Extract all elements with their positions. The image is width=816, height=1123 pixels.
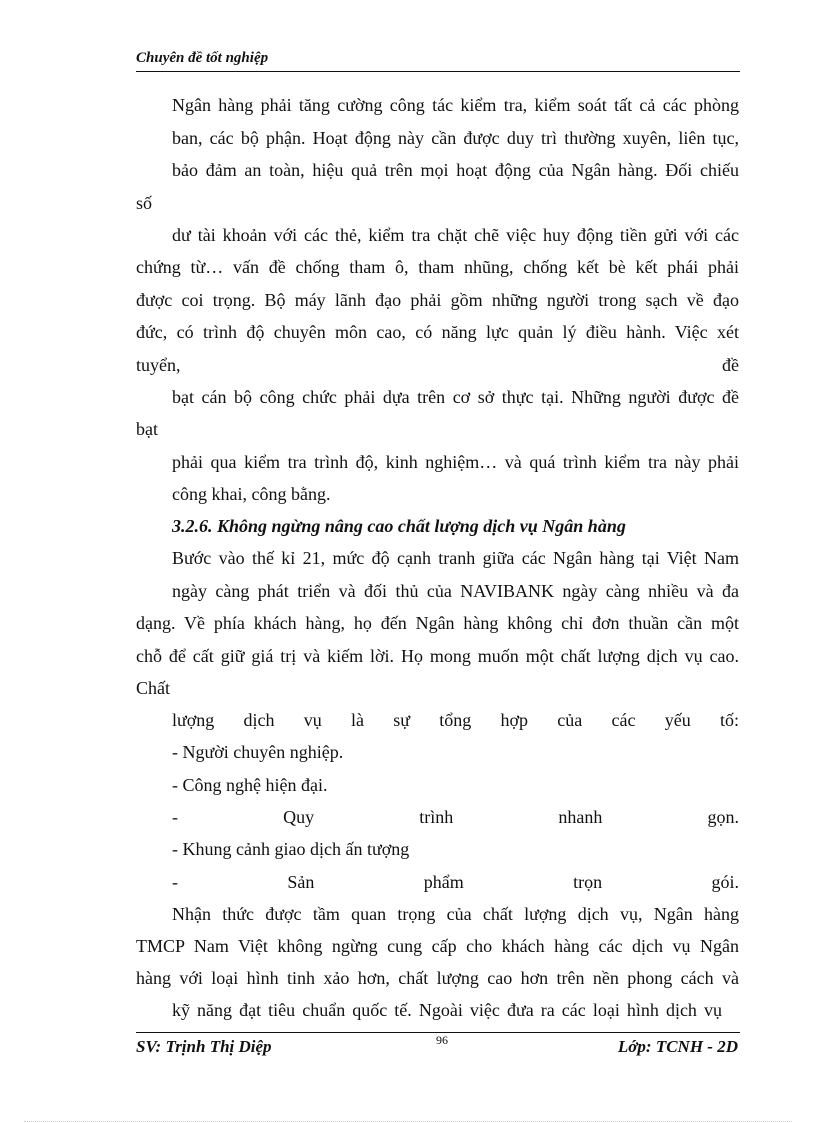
body-line: đề (722, 355, 739, 375)
list-item: - Quy trình nhanh gọn. (172, 807, 739, 827)
body-line: dạng. Về phía khách hàng, họ đến Ngân hàng không chỉ đơn thuần cần một (136, 613, 739, 633)
body-line: hàng với loại hình tinh xảo hơn, chất lượng cao hơn trên nền phong cách và (136, 968, 739, 988)
list-item: - Sản phẩm trọn gói. (172, 872, 739, 892)
body-line: Bước vào thế kỉ 21, mức độ cạnh tranh giữa các Ngân hàng tại Việt Nam (172, 548, 739, 568)
body-line: bạt cán bộ công chức phải dựa trên cơ sở thực tại. Những người được đề (172, 387, 739, 407)
footer-class-label: Lớp: TCNH - 2D (617, 1037, 738, 1056)
body-line: ngày càng phát triển và đối thủ của NAVIBANK ngày càng nhiều và đa (172, 581, 739, 601)
header-divider (136, 71, 740, 72)
body-line: Chất (136, 678, 170, 698)
document-header-title: Chuyên đề tốt nghiệp (136, 50, 269, 66)
body-line: ban, các bộ phận. Hoạt động này cần được duy trì thường xuyên, liên tục, (172, 128, 739, 148)
body-line: chứng từ… vấn đề chống tham ô, tham nhũng, chống kết bè kết phái phải (136, 257, 739, 277)
section-heading: 3.2.6. Không ngừng nâng cao chất lượng dịch vụ Ngân hàng (172, 516, 626, 536)
body-line: đức, có trình độ chuyên môn cao, có năng lực quản lý điều hành. Việc xét (136, 322, 739, 342)
body-line: công khai, công bằng. (172, 484, 331, 504)
body-line: kỹ năng đạt tiêu chuẩn quốc tế. Ngoài việc đưa ra các loại hình dịch vụ (172, 1000, 722, 1020)
body-line: số (136, 193, 153, 213)
body-line: Ngân hàng phải tăng cường công tác kiểm tra, kiểm soát tất cả các phòng (172, 95, 739, 115)
body-line: TMCP Nam Việt không ngừng cung cấp cho khách hàng các dịch vụ Ngân (136, 936, 739, 956)
body-line: lượng dịch vụ là sự tổng hợp của các yếu tố: (172, 710, 739, 730)
list-item: - Khung cảnh giao dịch ấn tượng (172, 839, 410, 859)
page-number: 96 (436, 1033, 448, 1047)
body-line: chỗ để cất giữ giá trị và kiếm lời. Họ mong muốn một chất lượng dịch vụ cao. (136, 646, 739, 666)
body-line: bạt (136, 419, 158, 439)
body-line: được coi trọng. Bộ máy lãnh đạo phải gồm những người trong sạch về đạo (136, 290, 739, 310)
body-line: tuyển, (136, 355, 181, 375)
list-item: - Công nghệ hiện đại. (172, 775, 328, 795)
body-line: Nhận thức được tầm quan trọng của chất lượng dịch vụ, Ngân hàng (172, 904, 739, 924)
page-bottom-edge (24, 1121, 792, 1122)
body-line: phải qua kiểm tra trình độ, kinh nghiệm… và quá trình kiểm tra này phải (172, 452, 739, 472)
body-line: dư tài khoản với các thẻ, kiểm tra chặt chẽ việc huy động tiền gửi với các (172, 225, 739, 245)
body-line: bảo đảm an toàn, hiệu quả trên mọi hoạt động của Ngân hàng. Đối chiếu (172, 160, 739, 180)
footer-student-name: SV: Trịnh Thị Diệp (136, 1037, 272, 1056)
list-item: - Người chuyên nghiệp. (172, 742, 344, 762)
